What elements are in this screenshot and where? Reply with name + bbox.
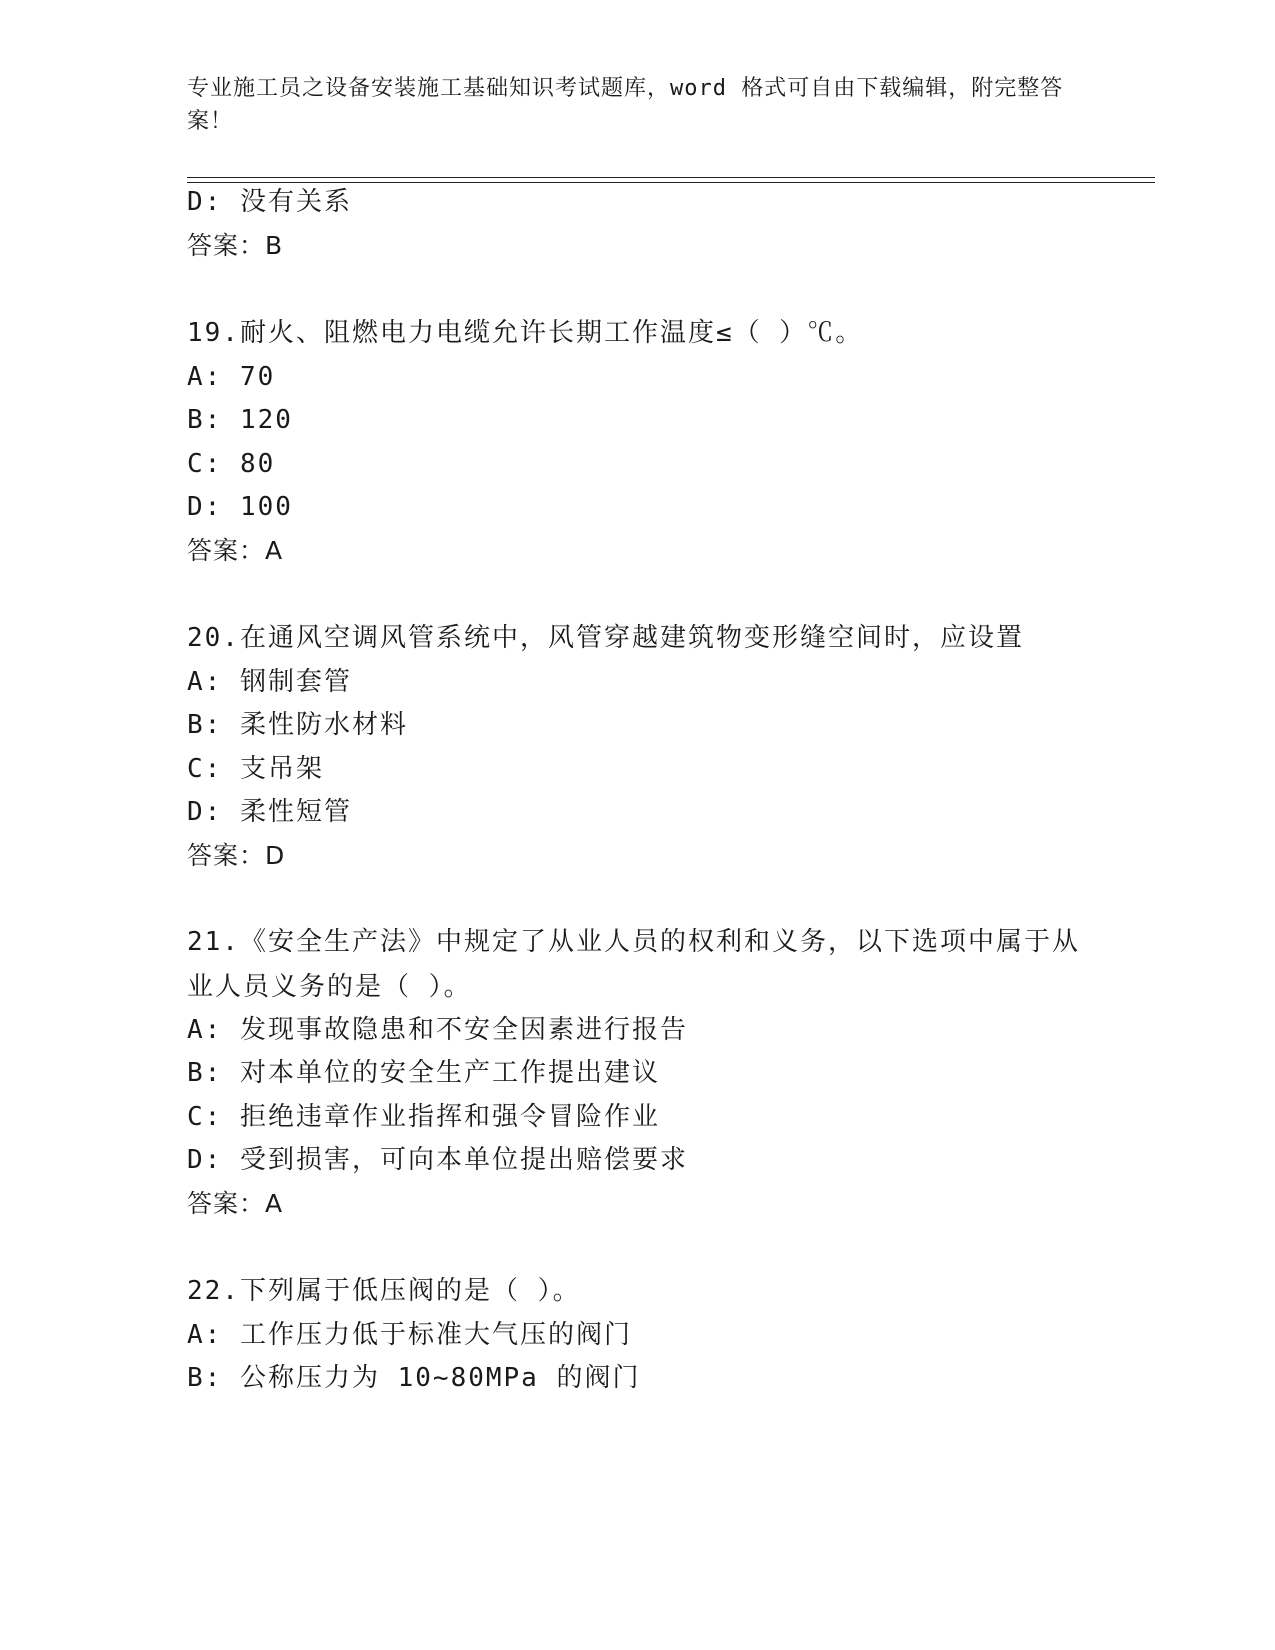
question-22-option-b: B: 公称压力为 10~80MPa 的阀门: [187, 1363, 641, 1393]
document-header: 专业施工员之设备安装施工基础知识考试题库，word 格式可自由下载编辑，附完整答案！: [187, 76, 1064, 134]
question-20-option-b: B: 柔性防水材料: [187, 710, 408, 740]
question-19-option-b: B: 120: [187, 405, 293, 435]
question-19-option-a: A: 70: [187, 362, 276, 392]
question-19-option-c: C: 80: [187, 449, 276, 479]
question-20-answer: 答案：D: [187, 841, 286, 870]
question-19-answer: 答案：A: [187, 536, 284, 565]
question-21-stem: 21.《安全生产法》中规定了从业人员的权利和义务，以下选项中属于从业人员义务的是（ ）。: [187, 927, 1080, 1002]
question-20-option-a: A: 钢制套管: [187, 667, 352, 697]
question-19-option-d: D: 100: [187, 492, 293, 522]
header-rule-bottom: [187, 182, 1155, 183]
question-21-option-d: D: 受到损害，可向本单位提出赔偿要求: [187, 1145, 688, 1175]
question-21-option-b: B: 对本单位的安全生产工作提出建议: [187, 1058, 660, 1088]
question-21-answer: 答案：A: [187, 1189, 284, 1218]
question-21-option-c: C: 拒绝违章作业指挥和强令冒险作业: [187, 1102, 660, 1132]
prev-answer: 答案：B: [187, 231, 284, 260]
question-22-stem: 22.下列属于低压阀的是（ ）。: [187, 1276, 581, 1306]
question-21-option-a: A: 发现事故隐患和不安全因素进行报告: [187, 1015, 688, 1045]
question-20-stem: 20.在通风空调风管系统中，风管穿越建筑物变形缝空间时，应设置: [187, 623, 1024, 653]
question-22-option-a: A: 工作压力低于标准大气压的阀门: [187, 1320, 632, 1350]
question-19-stem: 19.耐火、阻燃电力电缆允许长期工作温度≤（ ）℃。: [187, 318, 864, 348]
header-rule-top: [187, 177, 1155, 178]
question-20-option-c: C: 支吊架: [187, 754, 324, 784]
prev-option-d: D: 没有关系: [187, 187, 352, 217]
question-20-option-d: D: 柔性短管: [187, 797, 352, 827]
